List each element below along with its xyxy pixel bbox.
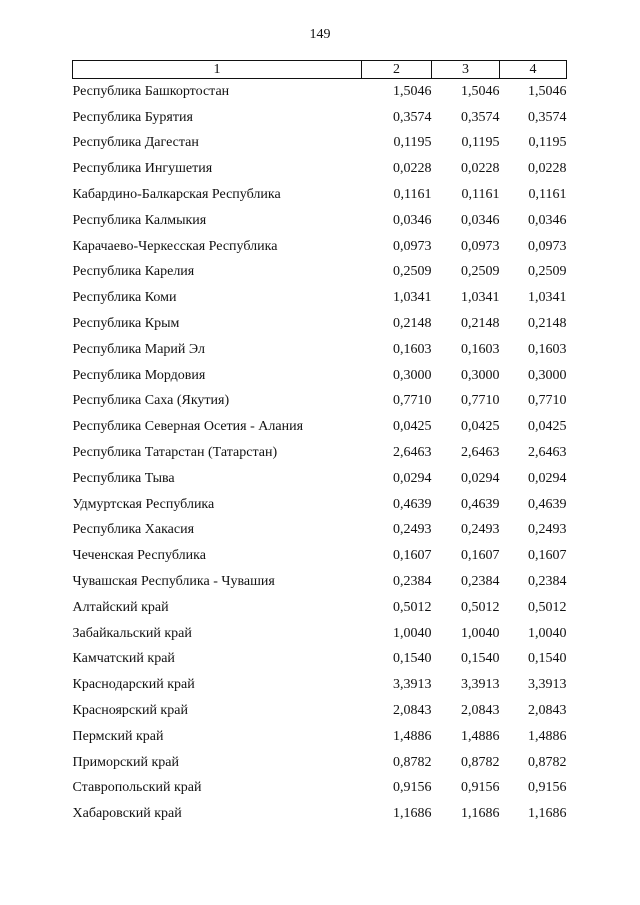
region-name-cell: Республика Тыва (72, 470, 175, 486)
value-cell-col-3: 0,8782 (461, 754, 500, 770)
value-cell-col-3: 0,2384 (461, 574, 500, 590)
value-cell-col-4: 1,0341 (528, 290, 567, 306)
value-cell-col-4: 0,0228 (528, 161, 567, 177)
table-row (73, 79, 567, 105)
value-cell-col-4: 0,2148 (528, 316, 567, 332)
column-header-3: 3 (432, 61, 500, 79)
page-number: 149 (309, 27, 331, 42)
region-name-cell: Хабаровский край (72, 806, 182, 822)
value-cell-col-3: 0,1195 (461, 135, 500, 151)
table-row (73, 750, 567, 776)
table-row (73, 440, 567, 466)
region-name-cell: Республика Карелия (72, 264, 195, 280)
value-cell-col-3: 0,7710 (461, 393, 500, 409)
region-name-cell: Республика Саха (Якутия) (72, 393, 230, 409)
region-name-cell: Алтайский край (72, 599, 169, 615)
table-row (73, 414, 567, 440)
region-name-cell: Республика Мордовия (72, 367, 206, 383)
region-name-cell: Республика Хакасия (72, 522, 195, 538)
value-cell-col-3: 1,4886 (461, 728, 500, 744)
table-row (73, 182, 567, 208)
value-cell-col-3: 0,0425 (461, 419, 500, 435)
region-name-cell: Республика Татарстан (Татарстан) (72, 445, 278, 461)
value-cell-col-2: 0,1603 (393, 341, 432, 357)
region-name-cell: Пермский край (72, 728, 164, 744)
value-cell-col-4: 1,0040 (528, 625, 567, 641)
region-name-cell: Республика Дагестан (72, 135, 199, 151)
table-row (73, 105, 567, 131)
column-header-2: 2 (362, 61, 432, 79)
table-row (73, 724, 567, 750)
table-row (73, 698, 567, 724)
value-cell-col-4: 1,4886 (528, 728, 567, 744)
value-cell-col-3: 2,6463 (461, 445, 500, 461)
value-cell-col-2: 2,0843 (393, 703, 432, 719)
value-cell-col-3: 0,2509 (461, 264, 500, 280)
region-name-cell: Удмуртская Республика (72, 496, 215, 512)
value-cell-col-3: 1,0341 (461, 290, 500, 306)
value-cell-col-4: 0,2509 (528, 264, 567, 280)
value-cell-col-2: 0,9156 (393, 780, 432, 796)
region-name-cell: Карачаево-Черкесская Республика (72, 238, 278, 254)
region-name-cell: Приморский край (72, 754, 179, 770)
table-row (73, 234, 567, 260)
value-cell-col-4: 0,1195 (528, 135, 567, 151)
value-cell-col-4: 0,0294 (528, 470, 567, 486)
value-cell-col-2: 0,1540 (393, 651, 432, 667)
value-cell-col-3: 0,1540 (461, 651, 500, 667)
table-row (73, 569, 567, 595)
value-cell-col-3: 0,3574 (461, 109, 500, 125)
table-row (73, 285, 567, 311)
value-cell-col-2: 0,0294 (393, 470, 432, 486)
value-cell-col-2: 2,6463 (393, 445, 432, 461)
region-name-cell: Краснодарский край (72, 677, 195, 693)
value-cell-col-4: 2,0843 (528, 703, 567, 719)
value-cell-col-4: 0,3000 (528, 367, 567, 383)
region-name-cell: Республика Калмыкия (72, 212, 207, 228)
value-cell-col-2: 0,3574 (393, 109, 432, 125)
region-name-cell: Камчатский край (72, 651, 175, 667)
table-row (73, 389, 567, 415)
value-cell-col-2: 0,8782 (393, 754, 432, 770)
region-name-cell: Республика Ингушетия (72, 161, 213, 177)
value-cell-col-2: 0,1195 (393, 135, 432, 151)
region-name-cell: Республика Башкортостан (72, 83, 230, 99)
value-cell-col-4: 0,4639 (528, 496, 567, 512)
value-cell-col-2: 0,2509 (393, 264, 432, 280)
value-cell-col-3: 0,1603 (461, 341, 500, 357)
table-row (73, 337, 567, 363)
table-row (73, 156, 567, 182)
value-cell-col-2: 0,0346 (393, 212, 432, 228)
value-cell-col-2: 1,1686 (393, 806, 432, 822)
table-row (73, 595, 567, 621)
value-cell-col-4: 1,1686 (528, 806, 567, 822)
value-cell-col-4: 0,7710 (528, 393, 567, 409)
column-header-4: 4 (500, 61, 567, 79)
value-cell-col-3: 0,0973 (461, 238, 500, 254)
value-cell-col-3: 0,9156 (461, 780, 500, 796)
value-cell-col-2: 0,2148 (393, 316, 432, 332)
value-cell-col-4: 0,0425 (528, 419, 567, 435)
value-cell-col-3: 0,5012 (461, 599, 500, 615)
value-cell-col-2: 0,0228 (393, 161, 432, 177)
region-name-cell: Республика Бурятия (72, 109, 193, 125)
value-cell-col-4: 0,1161 (528, 187, 567, 203)
value-cell-col-2: 0,7710 (393, 393, 432, 409)
table-row (73, 776, 567, 802)
table-row (73, 621, 567, 647)
value-cell-col-2: 0,0973 (393, 238, 432, 254)
region-name-cell: Кабардино-Балкарская Республика (72, 187, 281, 203)
region-name-cell: Чувашская Республика - Чувашия (72, 574, 275, 590)
value-cell-col-4: 3,3913 (528, 677, 567, 693)
table-row (73, 208, 567, 234)
value-cell-col-3: 0,0294 (461, 470, 500, 486)
region-name-cell: Республика Северная Осетия - Алания (72, 419, 304, 435)
value-cell-col-2: 0,2493 (393, 522, 432, 538)
value-cell-col-2: 0,2384 (393, 574, 432, 590)
value-cell-col-3: 0,4639 (461, 496, 500, 512)
value-cell-col-2: 1,0341 (393, 290, 432, 306)
table-row (73, 131, 567, 157)
value-cell-col-4: 0,9156 (528, 780, 567, 796)
table-row (73, 466, 567, 492)
region-name-cell: Республика Коми (72, 290, 177, 306)
value-cell-col-3: 0,0346 (461, 212, 500, 228)
value-cell-col-2: 1,0040 (393, 625, 432, 641)
table-row (73, 492, 567, 518)
table-row (73, 260, 567, 286)
table-row (73, 518, 567, 544)
value-cell-col-3: 0,3000 (461, 367, 500, 383)
value-cell-col-4: 0,8782 (528, 754, 567, 770)
value-cell-col-4: 0,5012 (528, 599, 567, 615)
value-cell-col-3: 1,0040 (461, 625, 500, 641)
value-cell-col-4: 0,0973 (528, 238, 567, 254)
value-cell-col-2: 0,4639 (393, 496, 432, 512)
region-name-cell: Республика Крым (72, 316, 180, 332)
region-name-cell: Республика Марий Эл (72, 341, 205, 357)
value-cell-col-3: 0,1161 (461, 187, 500, 203)
value-cell-col-4: 0,2493 (528, 522, 567, 538)
table-row (73, 363, 567, 389)
value-cell-col-4: 0,3574 (528, 109, 567, 125)
value-cell-col-4: 0,0346 (528, 212, 567, 228)
table-row (73, 543, 567, 569)
coefficients-table (72, 60, 567, 827)
region-name-cell: Ставропольский край (72, 780, 202, 796)
value-cell-col-4: 2,6463 (528, 445, 567, 461)
table-header-row (73, 61, 567, 79)
value-cell-col-2: 1,4886 (393, 728, 432, 744)
value-cell-col-3: 1,5046 (461, 83, 500, 99)
value-cell-col-3: 2,0843 (461, 703, 500, 719)
value-cell-col-3: 0,1607 (461, 548, 500, 564)
table-body (73, 79, 567, 828)
value-cell-col-2: 3,3913 (393, 677, 432, 693)
value-cell-col-4: 0,1540 (528, 651, 567, 667)
table-row (73, 311, 567, 337)
value-cell-col-4: 0,1603 (528, 341, 567, 357)
region-name-cell: Забайкальский край (72, 625, 192, 641)
column-header-1: 1 (73, 61, 362, 79)
region-name-cell: Чеченская Республика (72, 548, 206, 564)
value-cell-col-4: 1,5046 (528, 83, 567, 99)
value-cell-col-2: 0,0425 (393, 419, 432, 435)
value-cell-col-3: 3,3913 (461, 677, 500, 693)
value-cell-col-2: 0,3000 (393, 367, 432, 383)
value-cell-col-4: 0,1607 (528, 548, 567, 564)
value-cell-col-2: 0,1607 (393, 548, 432, 564)
table-row (73, 801, 567, 827)
value-cell-col-3: 0,2493 (461, 522, 500, 538)
table-row (73, 647, 567, 673)
value-cell-col-3: 0,0228 (461, 161, 500, 177)
table-row (73, 672, 567, 698)
value-cell-col-2: 0,1161 (393, 187, 432, 203)
value-cell-col-4: 0,2384 (528, 574, 567, 590)
value-cell-col-3: 0,2148 (461, 316, 500, 332)
value-cell-col-3: 1,1686 (461, 806, 500, 822)
value-cell-col-2: 0,5012 (393, 599, 432, 615)
region-name-cell: Красноярский край (72, 703, 188, 719)
value-cell-col-2: 1,5046 (393, 83, 432, 99)
